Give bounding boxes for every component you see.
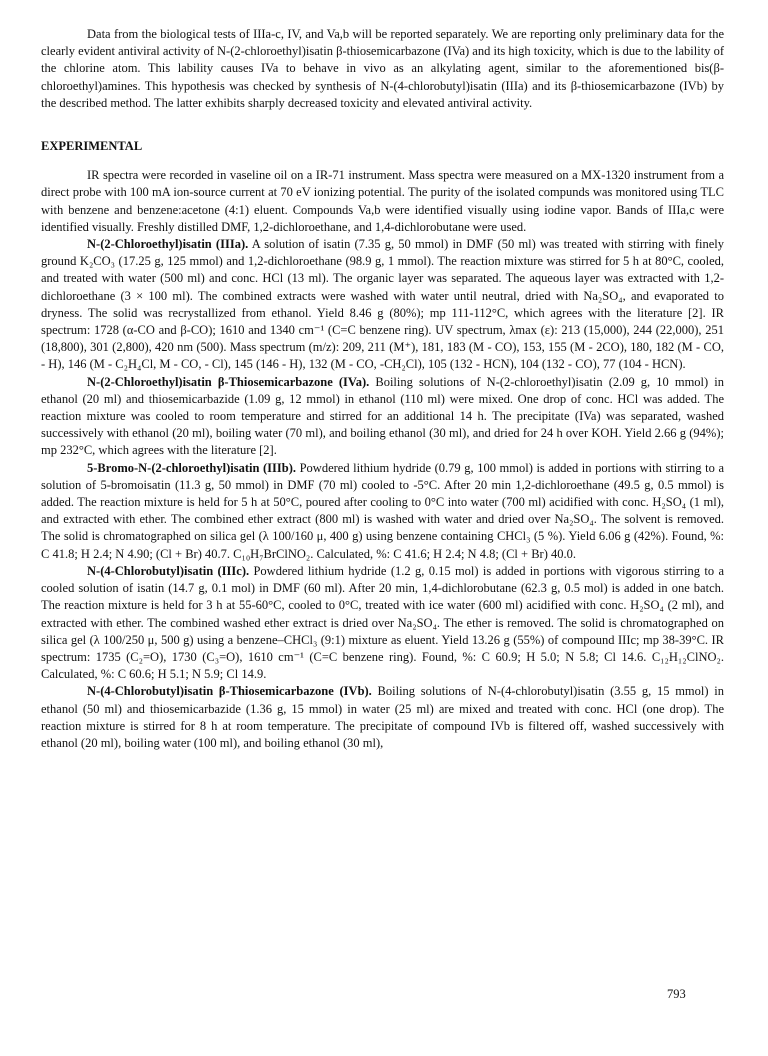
procedure-ivb-body: Boiling solutions of N-(4-chlorobutyl)isatin (3.55 g, 15 mmol) in ethanol (50 ml) and thiosemicarbazide (1.36 g, 15 mmol) in water (25 ml) are mixed and treated with conc. HCl (one drop). The reaction mixture is stirred for 8 h at room temperature. The precipitate of compound IVb is filtered off, washed successively with ethanol (20 ml), boiling water (100 ml), and boiling ethanol (30 ml),	[41, 684, 724, 750]
section-heading: EXPERIMENTAL	[41, 139, 143, 154]
procedure-iva-title: N-(2-Chloroethyl)isatin β-Thiosemicarbazone (IVa).	[87, 374, 370, 389]
procedure-ivb	[41, 683, 724, 752]
procedure-iiia-title: N-(2-Chloroethyl)isatin (IIIa).	[87, 237, 249, 252]
general-methods-paragraph: IR spectra were recorded in vaseline oil on a IR-71 instrument. Mass spectra were measured on a MX-1320 instrument from a direct probe with 100 mA ion-source current at 70 eV ionizing potential. The purity of the isolated compunds was monitored using TLC with benzene and benzene:acetone (4:1) eluent. Compounds Va,b were identified visually using iodine vapor. Bands of IIIa,c were identified visually. Freshly distilled DMF, 1,2-dichloroethane, and 1,4-dichlorobutane were used.	[41, 168, 724, 234]
procedure-iva-body: Boiling solutions of N-(2-chloroethyl)isatin (2.09 g, 10 mmol) in ethanol (20 ml) and thiosemicarbazide (1.09 g, 12 mmol) in ethanol (110 ml) were mixed. One drop of conc. HCl was added. The reaction mixture was cooled to room temperature and stirred for an additional 14 h. The precipitate (IVa) was separated, washed successively with ethanol (20 ml), boiling water (70 ml), and boiling ethanol (30 ml), and dried for 24 h over KOH. Yield 2.66 g (94%); mp 232°C, which agrees with the literature [2].	[41, 374, 724, 458]
procedure-iiib-body: Powdered lithium hydride (0.79 g, 100 mmol) is added in portions with stirring to a solution of 5-bromoisatin (11.3 g, 50 mmol) in DMF (70 ml) cooled to -5°C. After 20 min 1,2-dichloroethane (49.5 g, 0.5 mmol) is added. The reaction mixture is held for 5 h at 50°C, poured after cooling to 0°C into water (700 ml) acidified with conc. H₂SO₄ (1 ml), and extracted with ether. The combined ether extract (800 ml) is washed with water and dried over Na₂SO₄. The solvent is removed. The solid is chromatographed on silica gel (λ 100/160 μ, 400 g) using benzene containing CHCl₃ (5 %). Yield 6.06 g (42%). Found, %: C 41.8; H 2.4; N 4.90; (Cl + Br) 40.7. C₁₀H₇BrClNO₂. Calculated, %: C 41.6; H 2.4; N 4.8; (Cl + Br) 40.0.	[41, 460, 724, 561]
procedure-iiib-title: 5-Bromo-N-(2-chloroethyl)isatin (IIIb).	[87, 460, 297, 475]
procedure-iva	[41, 374, 724, 460]
article-page	[41, 26, 724, 752]
procedure-iiic-body: Powdered lithium hydride (1.2 g, 0.15 mol) is added in portions with vigorous stirring to a cooled solution of isatin (14.7 g, 0.1 mol) in DMF (60 ml). After 20 min, 1,4-dichlorobutane (62.3 g, 0.5 mol) is added in one batch. The reaction mixture is held for 3 h at 55-60°C, cooled to 0°C, treated with ice water (600 ml) acidified with conc. H₂SO₄ (2 ml), and extracted with ether. The combined washed ether extract is dried over Na₂SO₄. The ether is removed. The solid is chromatographed on silica gel (λ 100/250 μ, 500 g) using a benzene–CHCl₃ (9:1) mixture as eluent. Yield 13.26 g (55%) of compound IIIc; mp 38-39°C. IR spectrum: 1735 (C₂=O), 1730 (C₃=O), 1610 cm⁻¹ (C=C benzene ring). Found, %: C 60.9; H 5.0; N 5.8; Cl 14.6. C₁₂H₁₂ClNO₂. Calculated, %: C 60.6; H 5.1; N 5.9; Cl 14.9.	[41, 563, 724, 682]
procedure-iiib	[41, 460, 724, 563]
intro-paragraph: Data from the biological tests of IIIa-c, IV, and Va,b will be reported separately. We are reporting only preliminary data for the clearly evident antiviral activity of N-(2-chloroethyl)isatin β-thiosemicarbazone (IVa) and its high toxicity, which is due to the lability of the chlorine atom. This lability causes IVa to behave in vivo as an alkylating agent, similar to the aforementioned bis(β-chloroethyl)amines. This hypothesis was checked by synthesis of N-(4-chlorobutyl)isatin (IIIa) and its β-thiosemicarbazone (IVb) by the described method. The latter exhibits sharply decreased toxicity and elevated antiviral activity.	[41, 27, 724, 110]
procedure-iiic	[41, 563, 724, 683]
page-number: 793	[667, 987, 686, 1001]
procedure-ivb-title: N-(4-Chlorobutyl)isatin β-Thiosemicarbazone (IVb).	[87, 684, 372, 699]
procedure-iiic-title: N-(4-Chlorobutyl)isatin (IIIc).	[87, 563, 250, 578]
procedure-iiia-body: A solution of isatin (7.35 g, 50 mmol) in DMF (50 ml) was treated with stirring with finely ground K₂CO₃ (17.25 g, 125 mmol) and 1,2-dichloroethane (98.9 g, 1 mmol). The reaction mixture was stirred for 5 h at 80°C, cooled, and treated with water (500 ml) and conc. HCl (13 ml). The organic layer was separated. The aqueous layer was extracted with 1,2-dichloroethane (3 × 100 ml). The combined extracts were washed with water until neutral, dried with Na₂SO₄, and evaporated to dryness. The solid was recrystallized from ethanol. Yield 8.46 g (80%); mp 111-112°C, which agrees with the literature [2]. IR spectrum: 1728 (α-CO and β-CO); 1610 and 1340 cm⁻¹ (C=C benzene ring). UV spectrum, λmax (ε): 213 (15,000), 244 (22,000), 251 (18,800), 301 (2,800), 420 nm (500). Mass spectrum (m/z): 209, 211 (M⁺), 181, 183 (M - CO), 153, 155 (M - 2CO), 180, 182 (M - CO, - H), 146 (M - C₂H₄Cl, M - CO, - Cl), 145 (146 - H), 132 (M - CO, -CH₂Cl), 105 (132 - HCN), 104 (132 - CO), 77 (104 - HCN).	[41, 237, 724, 372]
procedure-iiia	[41, 236, 724, 374]
